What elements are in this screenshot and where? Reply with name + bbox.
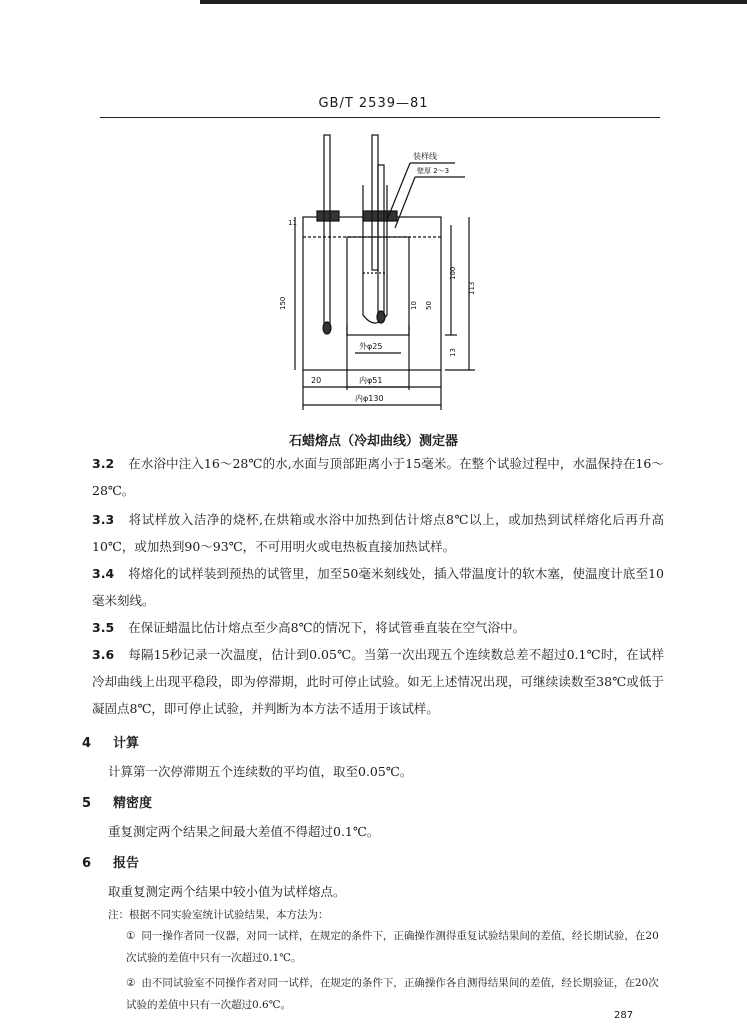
clause-text: 将试样放入洁净的烧杯,在烘箱或水浴中加热到估计熔点8℃以上，或加热到试样熔化后再升高10℃，或加热到90～93℃，不可用明火或电热板直接加热试样。 <box>92 512 664 554</box>
inner-d130-label: 内φ130 <box>355 394 384 403</box>
dim-100-label: 100 <box>449 266 457 280</box>
section-number: 4 <box>82 736 92 751</box>
section-4-body: 计算第一次停滞期五个连续数的平均值，取至0.05℃。 <box>108 764 413 779</box>
note-intro: 注：根据不同实验室统计试验结果，本方法为： <box>108 909 329 921</box>
section-title: 精密度 <box>113 796 153 811</box>
clause-number: 3.2 <box>92 456 115 471</box>
air-bath-cork <box>363 211 397 221</box>
clause-text: 将熔化的试样装到预热的试管里，加至50毫米刻线处，插入带温度计的软木塞，使温度计底至10毫米刻线。 <box>92 566 664 608</box>
dim-11-label: 11 <box>288 219 297 227</box>
clause-3-5 <box>92 614 664 641</box>
header-rule <box>100 117 660 118</box>
top-edge-bar <box>200 0 747 4</box>
clause-number: 3.4 <box>92 566 115 581</box>
bath-thermometer <box>324 135 330 325</box>
outer-d25-label: 外φ25 <box>359 342 383 351</box>
section-6-heading <box>82 852 139 871</box>
dim-113-label: 113 <box>468 281 476 295</box>
page-number: 287 <box>614 1010 634 1021</box>
section-5-heading <box>82 792 152 811</box>
clause-3-2 <box>92 450 664 504</box>
section-title: 报告 <box>113 856 140 871</box>
tube-thermometer <box>372 135 378 270</box>
clause-number: 3.5 <box>92 620 115 635</box>
dim-150-label: 150 <box>279 296 287 310</box>
clause-number: 3.6 <box>92 647 115 662</box>
section-title: 计算 <box>113 736 140 751</box>
inner-d51-label: 内φ51 <box>359 376 383 385</box>
section-4-heading <box>82 732 139 751</box>
dim-13-label: 13 <box>449 348 457 357</box>
dim-20-label: 20 <box>311 376 322 385</box>
clause-3-3 <box>92 506 664 560</box>
section-number: 5 <box>82 796 92 811</box>
clause-3-6 <box>92 641 664 722</box>
clause-text: 每隔15秒记录一次温度，估计到0.05℃。当第一次出现五个连续数总差不超过0.1℃时，在试样冷却曲线上出现平稳段，即为停滞期，此时可停止试验。如无上述情况出现，可继续读数至38℃或低于凝固点8℃，即可停止试验，并判断为本方法不适用于该试样。 <box>92 647 664 716</box>
section-5-body: 重复测定两个结果之间最大差值不得超过0.1℃。 <box>108 824 380 839</box>
apparatus-diagram <box>255 125 495 425</box>
note-text: 同一操作者同一仪器，对同一试样，在规定的条件下，正确操作测得重复试验结果间的差值，经长期试验，在20次试验的差值中只有一次超过0.1℃。 <box>126 930 659 964</box>
section-number: 6 <box>82 856 92 871</box>
fill-line-label: 装样线 <box>413 152 437 161</box>
test-tube <box>363 185 387 323</box>
dim-50-label: 50 <box>425 301 433 310</box>
dim-10-label: 10 <box>410 301 418 310</box>
note-item-1 <box>126 925 666 969</box>
note-marker: ② <box>126 977 136 989</box>
note-item-2 <box>126 972 666 1016</box>
clause-text: 在保证蜡温比估计熔点至少高8℃的情况下，将试管垂直装在空气浴中。 <box>128 620 526 635</box>
clause-3-4 <box>92 560 664 614</box>
clause-text: 在水浴中注入16～28℃的水,水面与顶部距离小于15毫米。在整个试验过程中，水温保持在16～28℃。 <box>92 456 664 498</box>
clause-number: 3.3 <box>92 512 115 527</box>
note-marker: ① <box>126 930 136 942</box>
standard-code: GB/T 2539—81 <box>318 96 429 111</box>
section-6-body: 取重复测定两个结果中较小值为试样熔点。 <box>108 884 346 899</box>
bath-stirrer-cork <box>317 211 339 221</box>
wall-thickness-label: 壁厚 2～3 <box>417 167 450 175</box>
note-text: 由不同试验室不同操作者对同一试样，在规定的条件下，正确操作各自测得结果间的差值，经长期验证，在20次试验的差值中只有一次超过0.6℃。 <box>126 977 659 1011</box>
figure-caption: 石蜡熔点（冷却曲线）测定器 <box>288 434 458 449</box>
